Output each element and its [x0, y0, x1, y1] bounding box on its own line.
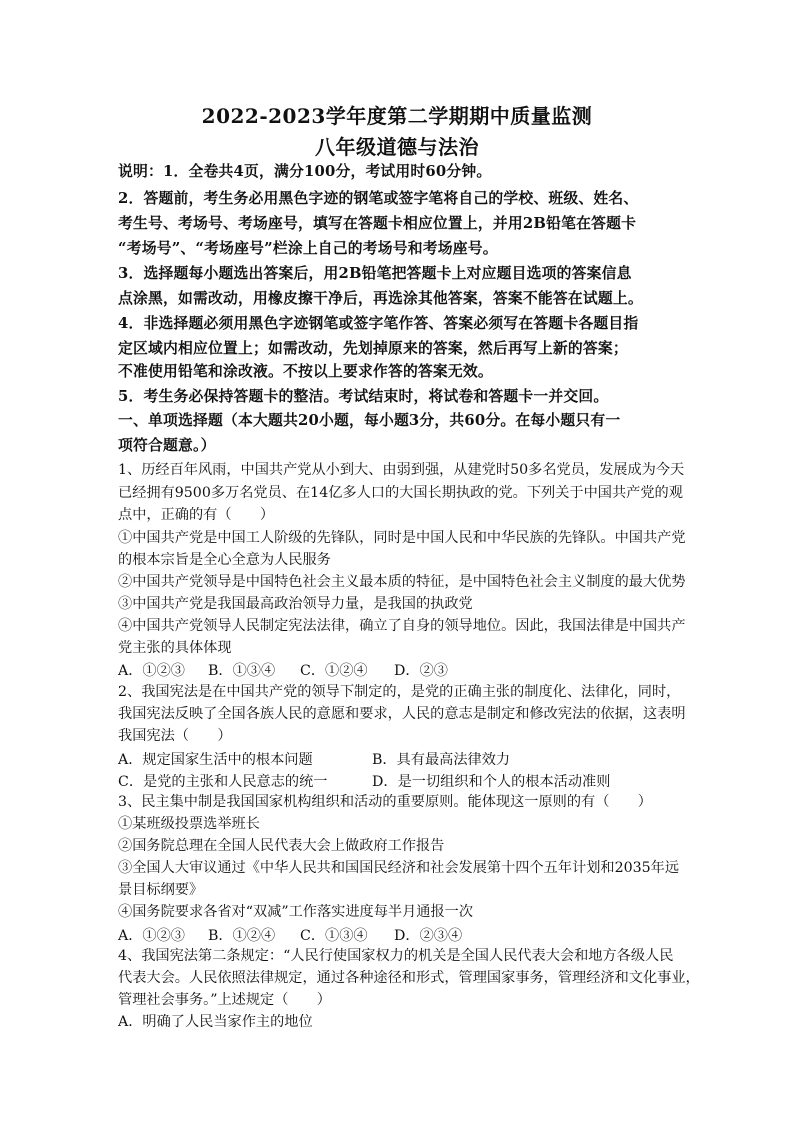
question-1-options — [118, 660, 448, 680]
instruction-line: 4．非选择题必须用黑色字迹钢笔或签字笔作答、答案必须写在答题卡各题目指 — [118, 315, 639, 332]
question-3-item: ②国务院总理在全国人民代表大会上做政府工作报告 — [118, 838, 445, 854]
instruction-line: “考场号”、“考场座号”栏涂上自己的考场号和考场座号。 — [118, 240, 498, 257]
section-heading: 一、单项选择题（本大题共20小题，每小题3分，共60分。在每小题只有一 — [118, 412, 621, 429]
question-3-item: 景目标纲要》 — [118, 882, 204, 898]
instruction-line: 2．答题前，考生务必用黑色字迹的钢笔或签字笔将自己的学校、班级、姓名、 — [118, 190, 639, 207]
question-1-item: ④中国共产党领导人民制定宪法法律，确立了自身的领导地位。因此，我国法律是中国共产 — [118, 618, 686, 634]
instruction-line: 定区域内相应位置上；如需改动，先划掉原来的答案，然后再写上新的答案； — [118, 340, 628, 357]
option-a[interactable]: A．①②③ — [118, 663, 185, 679]
option-d[interactable]: D．②③④ — [394, 928, 463, 944]
page-title: 2022-2023学年度第二学期期中质量监测 — [201, 104, 593, 128]
question-1-item: 的根本宗旨是全心全意为人民服务 — [118, 552, 331, 568]
question-4-stem: 代表大会。人民依照法律规定，通过各种途径和形式，管理国家事务，管理经济和文化事业， — [118, 970, 700, 986]
page-subtitle: 八年级道德与法治 — [315, 135, 479, 159]
instruction-line: 说明：1．全卷共4页，满分100分，考试用时60分钟。 — [118, 163, 492, 180]
question-3-item: ④国务院要求各省对“双减”工作落实进度每半月通报一次 — [118, 904, 474, 920]
question-1-item: ③中国共产党是我国最高政治领导力量，是我国的执政党 — [118, 596, 473, 612]
instruction-line: 点涂黑，如需改动，用橡皮擦干净后，再选涂其他答案，答案不能答在试题上。 — [118, 290, 643, 307]
option-d[interactable]: D．②③ — [394, 663, 448, 679]
question-1-stem: 已经拥有9500多万名党员、在14亿多人口的大国长期执政的党。下列关于中国共产党的观 — [118, 485, 683, 501]
question-4-stem: 4、我国宪法第二条规定：“人民行使国家权力的机关是全国人民代表大会和地方各级人民 — [118, 948, 674, 964]
option-c[interactable]: C．是党的主张和人民意志的统一 — [118, 774, 328, 790]
question-1-item: ①中国共产党是中国工人阶级的先锋队，同时是中国人民和中华民族的先锋队。中国共产党 — [118, 530, 686, 546]
option-a[interactable]: A．①②③ — [118, 928, 185, 944]
option-b[interactable]: B．①②④ — [208, 928, 276, 944]
question-2-options-row-2 — [118, 771, 610, 791]
instruction-line: 考生号、考场号、考场座号，填写在答题卡相应位置上，并用2B铅笔在答题卡 — [118, 215, 637, 232]
option-a[interactable]: A．规定国家生活中的根本问题 — [118, 752, 313, 768]
section-heading: 项符合题意。） — [118, 437, 216, 454]
question-2-stem: 我国宪法反映了全国各族人民的意愿和要求，人民的意志是制定和修改宪法的依据，这表明 — [118, 706, 686, 722]
question-4-stem: 管理社会事务。”上述规定（ ） — [118, 992, 331, 1008]
option-c[interactable]: C．①③④ — [300, 928, 368, 944]
question-3-options — [118, 925, 462, 945]
question-1-stem: 1、历经百年风雨，中国共产党从小到大、由弱到强，从建党时50多名党员，发展成为今天 — [118, 462, 685, 478]
instruction-line: 3．选择题每小题选出答案后，用2B铅笔把答题卡上对应题目选项的答案信息 — [118, 265, 632, 282]
option-c[interactable]: C．①②④ — [300, 663, 368, 679]
option-d[interactable]: D．是一切组织和个人的根本活动准则 — [372, 774, 611, 790]
option-a[interactable]: A．明确了人民当家作主的地位 — [118, 1014, 313, 1030]
question-3-item: ③全国人大审议通过《中华人民共和国国民经济和社会发展第十四个五年计划和2035年远 — [118, 860, 680, 876]
question-3-stem: 3、民主集中制是我国国家机构组织和活动的重要原则。能体现这一原则的有（ ） — [118, 794, 652, 810]
instruction-line: 不准使用铅笔和涂改液。不按以上要求作答的答案无效。 — [118, 363, 493, 380]
instruction-line: 5．考生务必保持答题卡的整洁。考试结束时，将试卷和答题卡一并交回。 — [118, 388, 609, 405]
question-3-item: ①某班级投票选举班长 — [118, 816, 260, 832]
question-2-options-row-1 — [118, 749, 510, 769]
question-2-stem: 我国宪法（ ） — [118, 728, 232, 744]
option-b[interactable]: B．①③④ — [208, 663, 276, 679]
option-b[interactable]: B．具有最高法律效力 — [372, 752, 511, 768]
question-1-item: 党主张的具体体现 — [118, 640, 232, 656]
question-1-item: ②中国共产党领导是中国特色社会主义最本质的特征，是中国特色社会主义制度的最大优势 — [118, 574, 686, 590]
question-2-stem: 2、我国宪法是在中国共产党的领导下制定的，是党的正确主张的制度化、法律化，同时， — [118, 684, 681, 700]
question-1-stem: 点中，正确的有（ ） — [118, 507, 275, 523]
